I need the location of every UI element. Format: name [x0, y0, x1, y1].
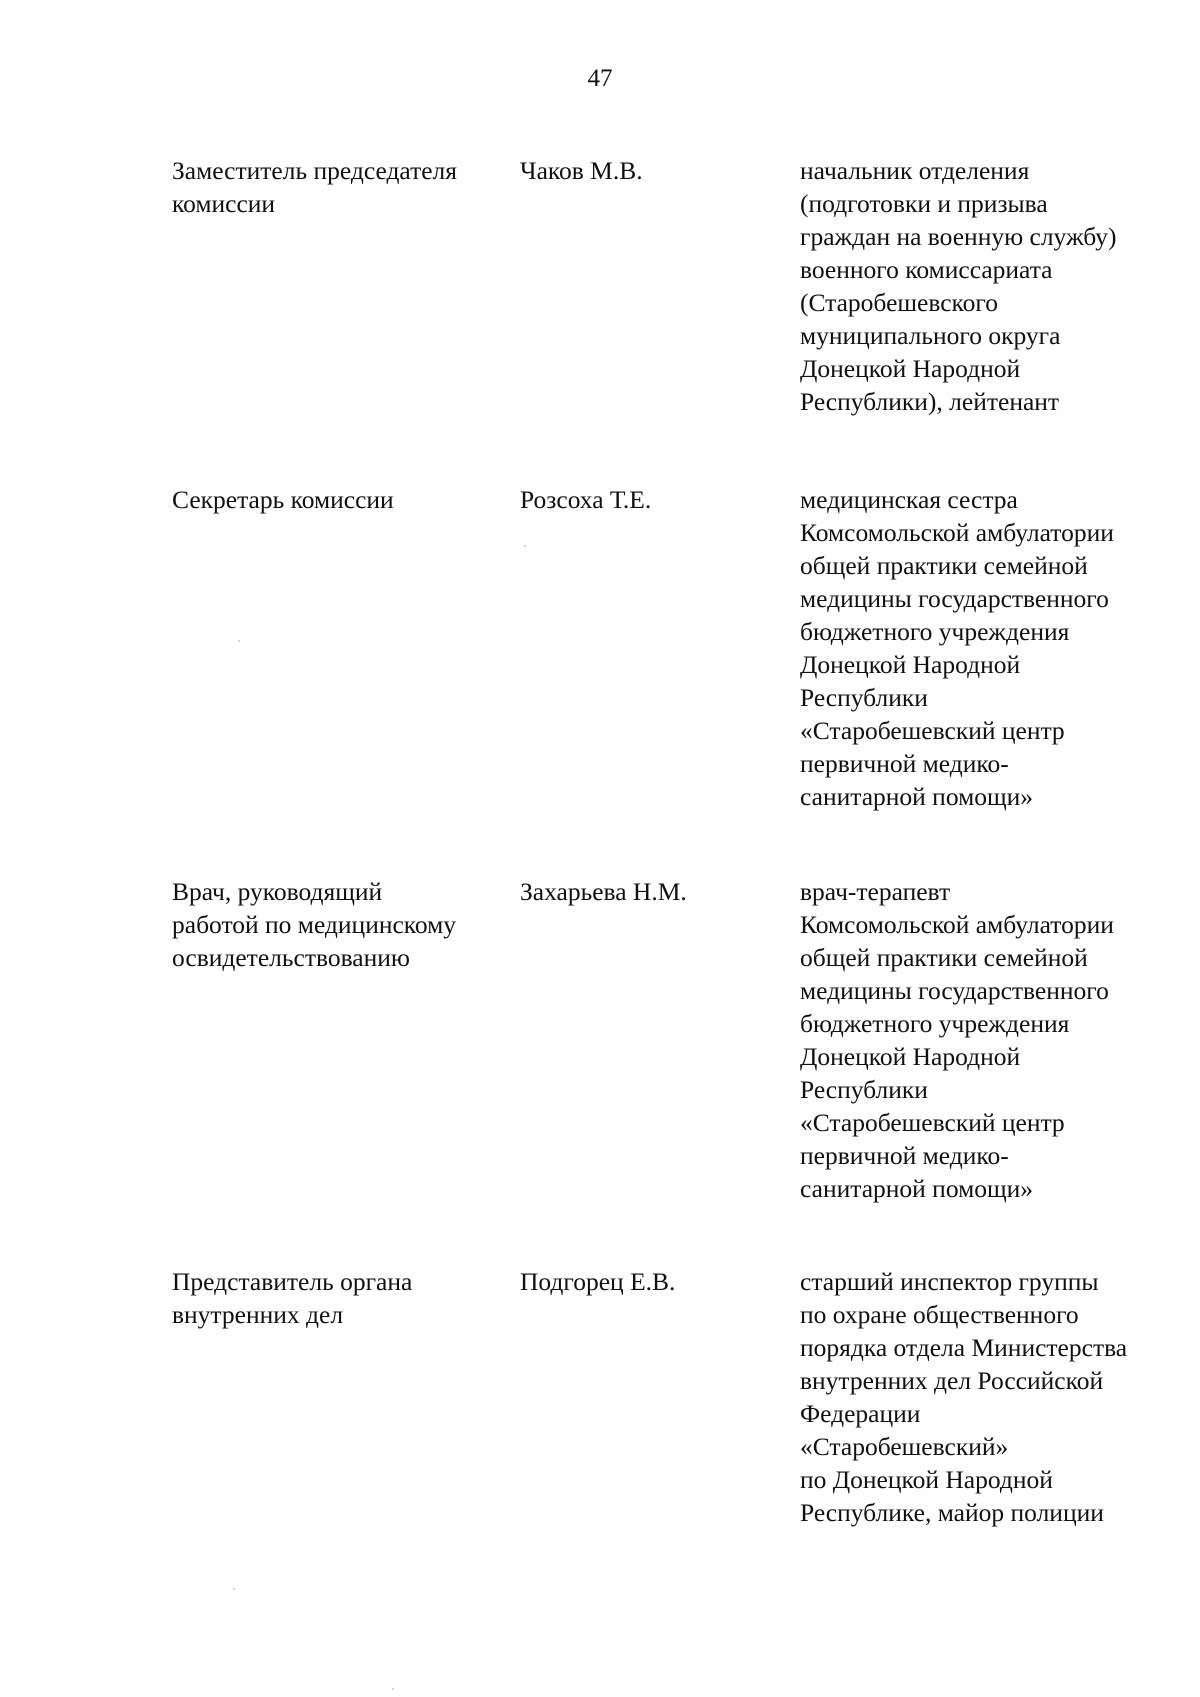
entry-name: Чаков М.В.	[520, 156, 643, 185]
scan-speck	[238, 640, 240, 642]
entry-name: Розсоха Т.Е.	[520, 485, 652, 514]
entry-role: Заместитель председателя комиссии	[172, 156, 457, 218]
entry-description: начальник отделения (подготовки и призыва граждан на военную службу) военного комиссариата (Старобешевского муниципального округа Донецкой Народной Республики), лейтенант	[800, 156, 1117, 416]
entry-role: Секретарь комиссии	[172, 485, 394, 514]
entry-role: Представитель органа внутренних дел	[172, 1267, 413, 1329]
entry-description: медицинская сестра Комсомольской амбулатории общей практики семейной медицины государственного бюджетного учреждения Донецкой Народной Республики «Старобешевский центр первичной медико- санитарной помощи»	[800, 485, 1114, 811]
scan-speck	[392, 1688, 394, 1690]
scan-speck	[233, 1588, 235, 1590]
entry-name: Захарьева Н.М.	[520, 877, 687, 906]
scan-speck	[524, 545, 526, 547]
entry-role: Врач, руководящий работой по медицинскому освидетельствованию	[172, 877, 457, 972]
entry-name: Подгорец Е.В.	[520, 1267, 676, 1296]
entry-description: старший инспектор группы по охране общественного порядка отдела Министерства внутренних дел Российской Федерации «Старобешевский» по Донецкой Народной Республике, майор полиции	[800, 1267, 1128, 1527]
entry-description: врач-терапевт Комсомольской амбулатории общей практики семейной медицины государственного бюджетного учреждения Донецкой Народной Республики «Старобешевский центр первичной медико- санитарной помощи»	[800, 877, 1114, 1203]
page-number: 47	[587, 65, 613, 92]
